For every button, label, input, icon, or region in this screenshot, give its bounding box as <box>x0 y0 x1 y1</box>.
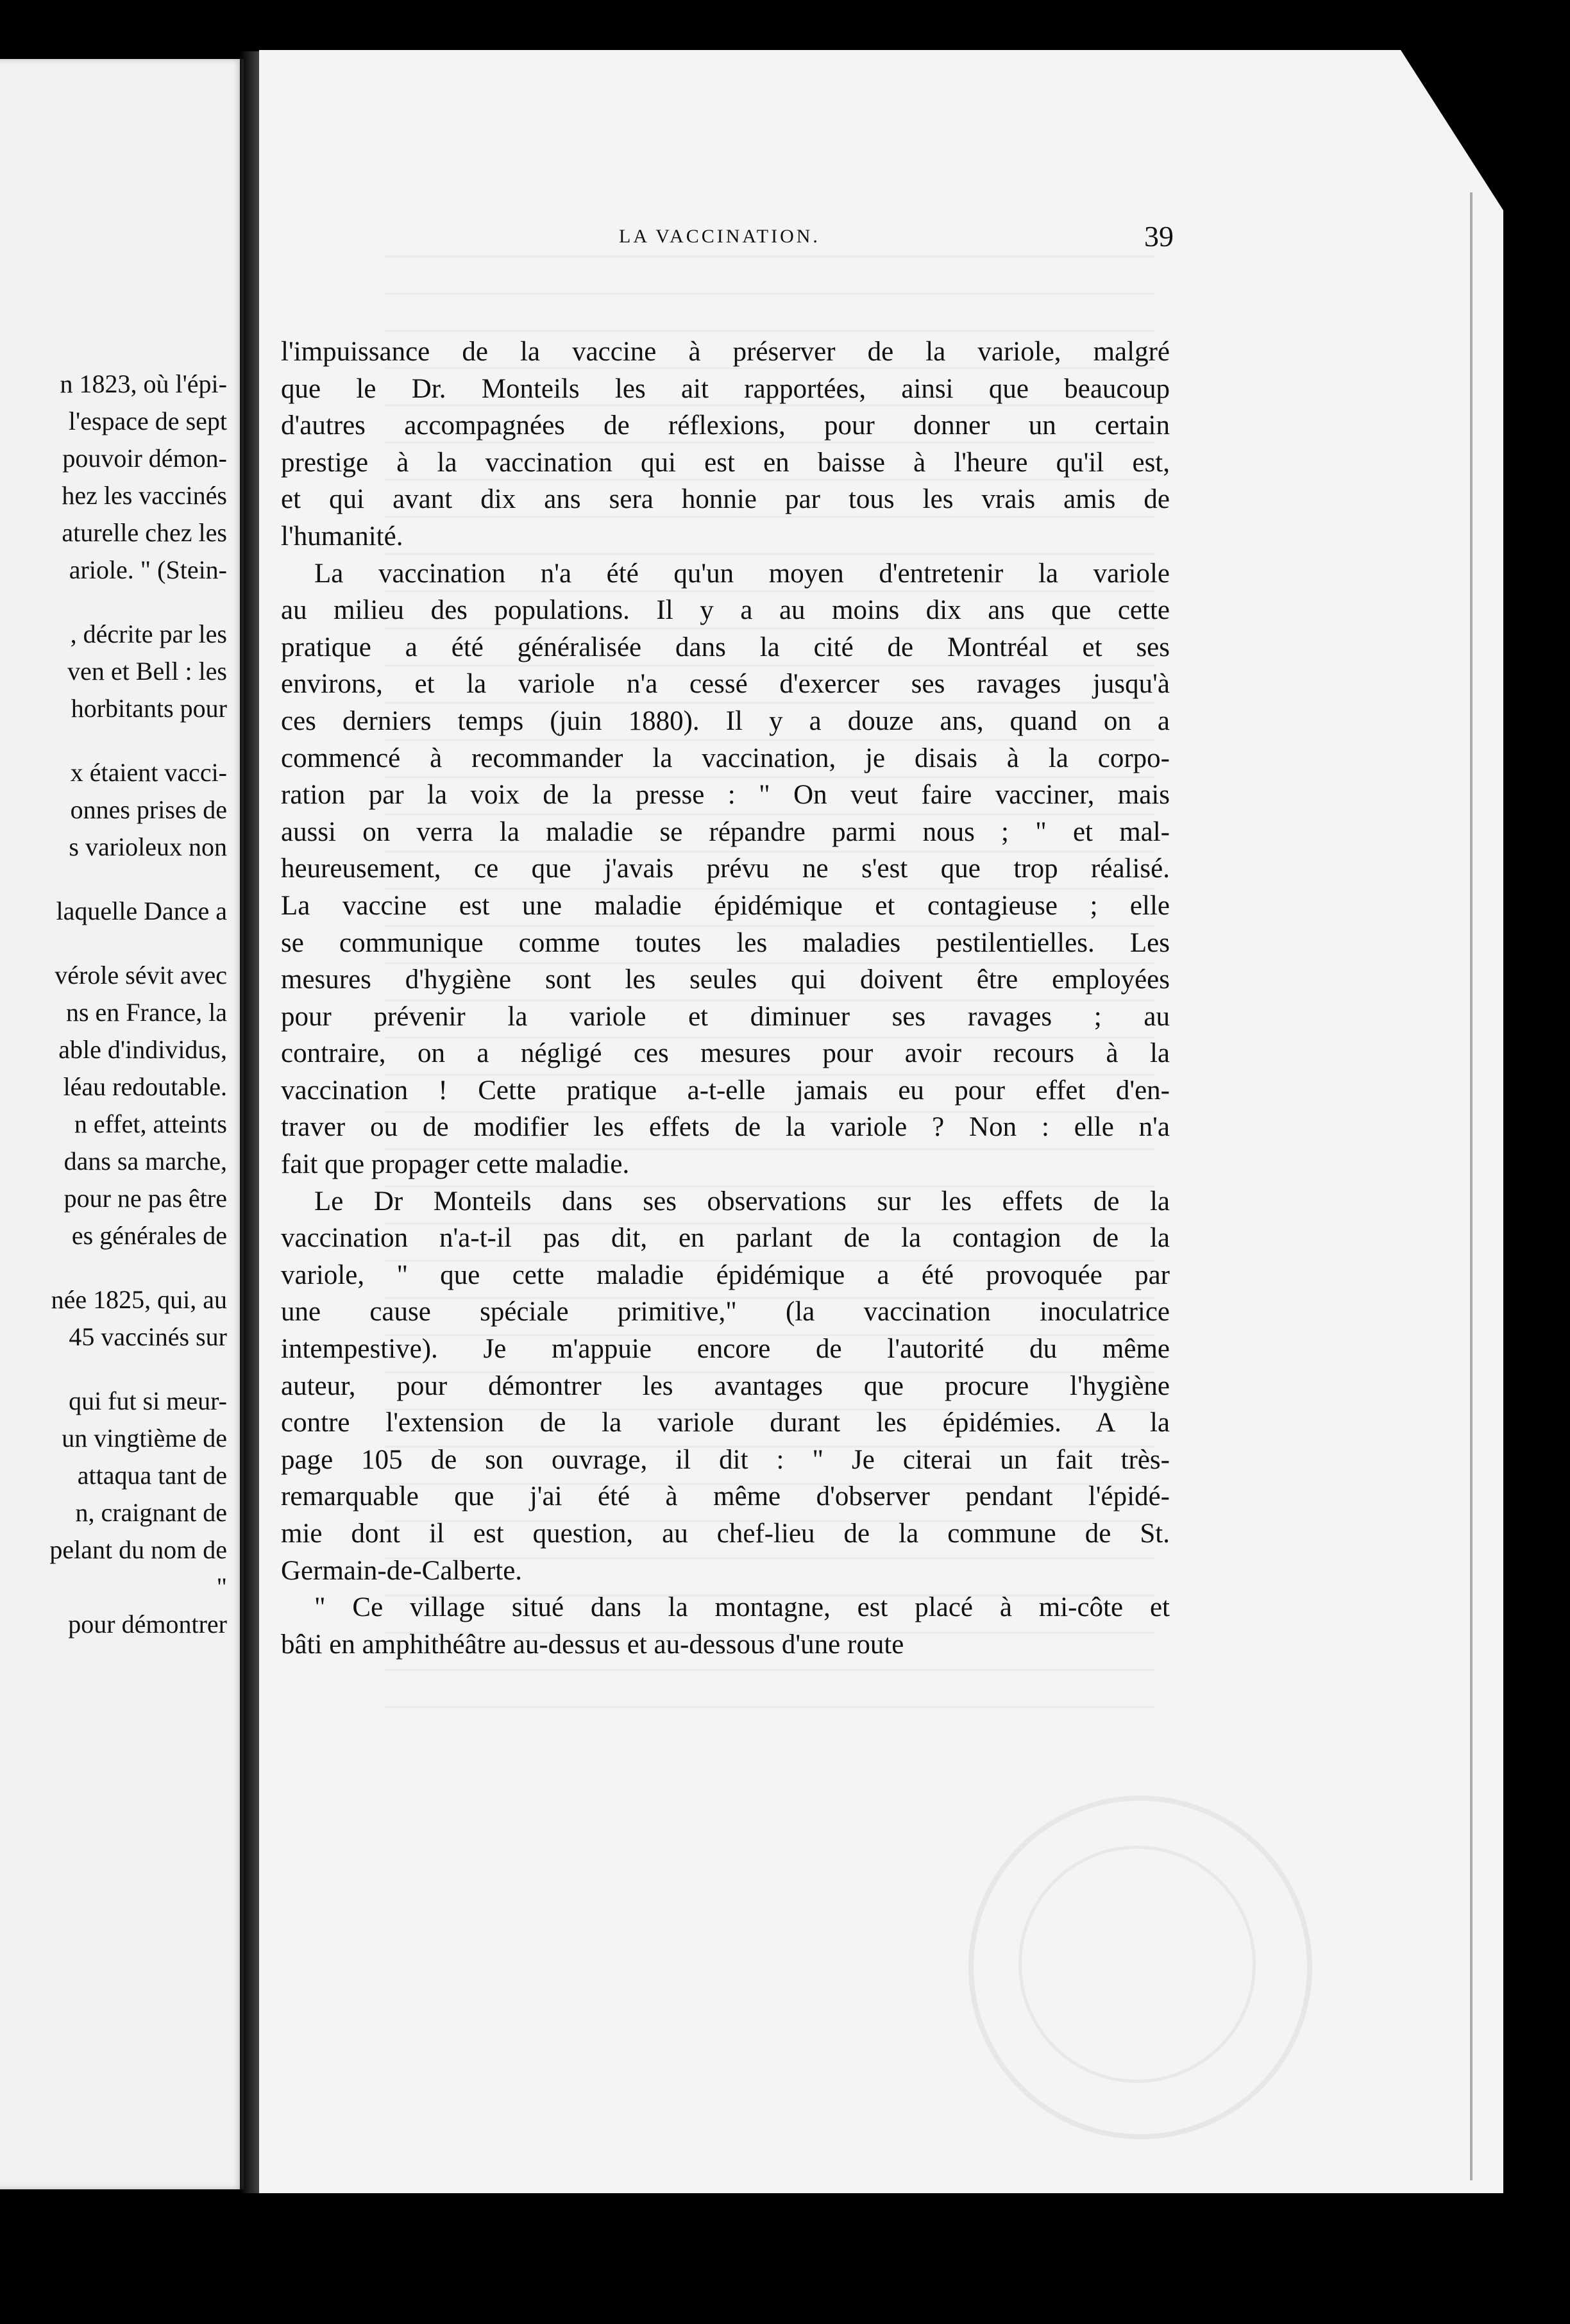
left-text-line: able d'individus, <box>58 1035 227 1064</box>
body-text-line: environs, et la variole n'a cessé d'exercer ses ravages jusqu'à <box>281 669 1170 700</box>
left-text-line: attaqua tant de <box>77 1461 227 1490</box>
page-body-text <box>281 333 1170 1663</box>
body-text-line: fait que propager cette maladie. <box>281 1149 630 1180</box>
left-text-gap <box>0 1254 244 1281</box>
body-text-line: page 105 de son ouvrage, il dit : " Je citerai un fait très- <box>281 1444 1170 1475</box>
left-text-line: laquelle Dance a <box>56 897 227 925</box>
body-text-line: variole, " que cette maladie épidémique a été provoquée par <box>281 1259 1170 1290</box>
left-text-line: pelant du nom de <box>49 1535 227 1564</box>
left-text-line: " <box>216 1572 227 1601</box>
left-text-gap <box>0 589 244 616</box>
body-text-line: heureusement, ce que j'avais prévu ne s'est que trop réalisé. <box>281 854 1170 884</box>
body-text-line: commencé à recommander la vaccination, je disais à la corpo- <box>281 743 1170 773</box>
body-text-line: et qui avant dix ans sera honnie par tous les vrais amis de <box>281 484 1170 515</box>
body-text-line: remarquable que j'ai été à même d'observer pendant l'épidé- <box>281 1481 1170 1512</box>
body-text-line: au milieu des populations. Il y a au moins dix ans que cette <box>281 595 1170 626</box>
body-text-line: que le Dr. Monteils les ait rapportées, ainsi que beaucoup <box>281 373 1170 404</box>
left-text-line: onnes prises de <box>70 795 227 824</box>
body-text-line: l'humanité. <box>281 521 403 552</box>
left-text-gap <box>0 866 244 893</box>
left-text-line: s varioleux non <box>69 832 227 861</box>
faded-library-stamp <box>968 1796 1312 2139</box>
body-text-line: ces derniers temps (juin 1880). Il y a douze ans, quand on a <box>281 705 1170 736</box>
body-text-line: vaccination ! Cette pratique a-t-elle jamais eu pour effet d'en- <box>281 1075 1170 1106</box>
body-text-line: se communique comme toutes les maladies pestilentielles. Les <box>281 927 1170 958</box>
body-text-line: mie dont il est question, au chef-lieu de la commune de St. <box>281 1519 1170 1549</box>
body-text-line: traver ou de modifier les effets de la variole ? Non : elle n'a <box>281 1112 1170 1143</box>
body-text-line: pour prévenir la variole et diminuer ses ravages ; au <box>281 1001 1170 1032</box>
left-text-line: es générales de <box>71 1221 227 1250</box>
left-text-line: ariole. " (Stein- <box>69 555 227 584</box>
left-text-line: x étaient vacci- <box>70 758 227 787</box>
book-gutter-shadow <box>240 51 262 2193</box>
left-text-line: 45 vaccinés sur <box>69 1322 227 1351</box>
body-text-line: prestige à la vaccination qui est en baisse à l'heure qu'il est, <box>281 447 1170 478</box>
left-text-line: dans sa marche, <box>63 1147 227 1175</box>
body-text-line: d'autres accompagnées de réflexions, pour donner un certain <box>281 410 1170 441</box>
body-text-line: contre l'extension de la variole durant les épidémies. A la <box>281 1408 1170 1438</box>
page-number: 39 <box>1144 220 1174 253</box>
left-text-line: n effet, atteints <box>74 1109 227 1138</box>
left-text-line: pouvoir démon- <box>62 444 227 473</box>
body-text-line: mesures d'hygiène sont les seules qui doivent être employées <box>281 964 1170 995</box>
page-header <box>346 219 1174 264</box>
left-text-line: vérole sévit avec <box>55 961 227 989</box>
left-text-line: un vingtième de <box>62 1424 227 1453</box>
body-text-line: vaccination n'a-t-il pas dit, en parlant de la contagion de la <box>281 1223 1170 1254</box>
left-text-line: n 1823, où l'épi- <box>60 369 227 398</box>
page-edge <box>1470 192 1473 2180</box>
body-text-line: La vaccination n'a été qu'un moyen d'entretenir la variole <box>314 558 1170 589</box>
body-text-line: intempestive). Je m'appuie encore de l'autorité du même <box>281 1334 1170 1365</box>
body-text-line: ration par la voix de la presse : " On veut faire vacciner, mais <box>281 780 1170 811</box>
body-text-line: aussi on verra la maladie se répandre parmi nous ; " et mal- <box>281 816 1170 847</box>
left-text-line: ns en France, la <box>65 998 227 1027</box>
body-text-line: une cause spéciale primitive," (la vaccination inoculatrice <box>281 1297 1170 1327</box>
left-text-line: léau redoutable. <box>63 1072 227 1101</box>
left-text-line: n, craignant de <box>75 1498 227 1527</box>
left-page-fragment <box>0 59 244 2189</box>
body-text-line: pratique a été généralisée dans la cité de Montréal et ses <box>281 632 1170 662</box>
left-text-line: l'espace de sept <box>68 407 227 435</box>
left-text-line: pour ne pas être <box>63 1184 227 1213</box>
body-text-line: bâti en amphithéâtre au-dessus et au-dessous d'une route <box>281 1629 904 1660</box>
running-title: LA VACCINATION. <box>619 226 820 247</box>
left-text-line: pour démontrer <box>68 1610 227 1638</box>
left-text-line: ven et Bell : les <box>67 657 227 686</box>
left-text-line: née 1825, qui, au <box>51 1285 227 1314</box>
body-text-line: auteur, pour démontrer les avantages que procure l'hygiène <box>281 1370 1170 1401</box>
left-page-text <box>0 366 244 1643</box>
left-text-line: qui fut si meur- <box>69 1386 227 1415</box>
body-text-line: " Ce village situé dans la montagne, est placé à mi-côte et <box>314 1592 1170 1623</box>
body-text-line: contraire, on a négligé ces mesures pour avoir recours à la <box>281 1038 1170 1069</box>
body-text-line: La vaccine est une maladie épidémique et contagieuse ; elle <box>281 890 1170 921</box>
left-text-gap <box>0 727 244 754</box>
body-text-line: Germain-de-Calberte. <box>281 1555 523 1586</box>
left-text-line: , décrite par les <box>70 619 227 648</box>
left-text-gap <box>0 930 244 957</box>
left-text-line: hez les vaccinés <box>62 481 227 510</box>
left-text-line: aturelle chez les <box>62 518 227 547</box>
left-text-gap <box>0 1356 244 1383</box>
body-text-line: Le Dr Monteils dans ses observations sur les effets de la <box>314 1186 1170 1217</box>
left-text-line: horbitants pour <box>71 694 227 723</box>
body-text-line: l'impuissance de la vaccine à préserver de la variole, malgré <box>281 337 1170 367</box>
